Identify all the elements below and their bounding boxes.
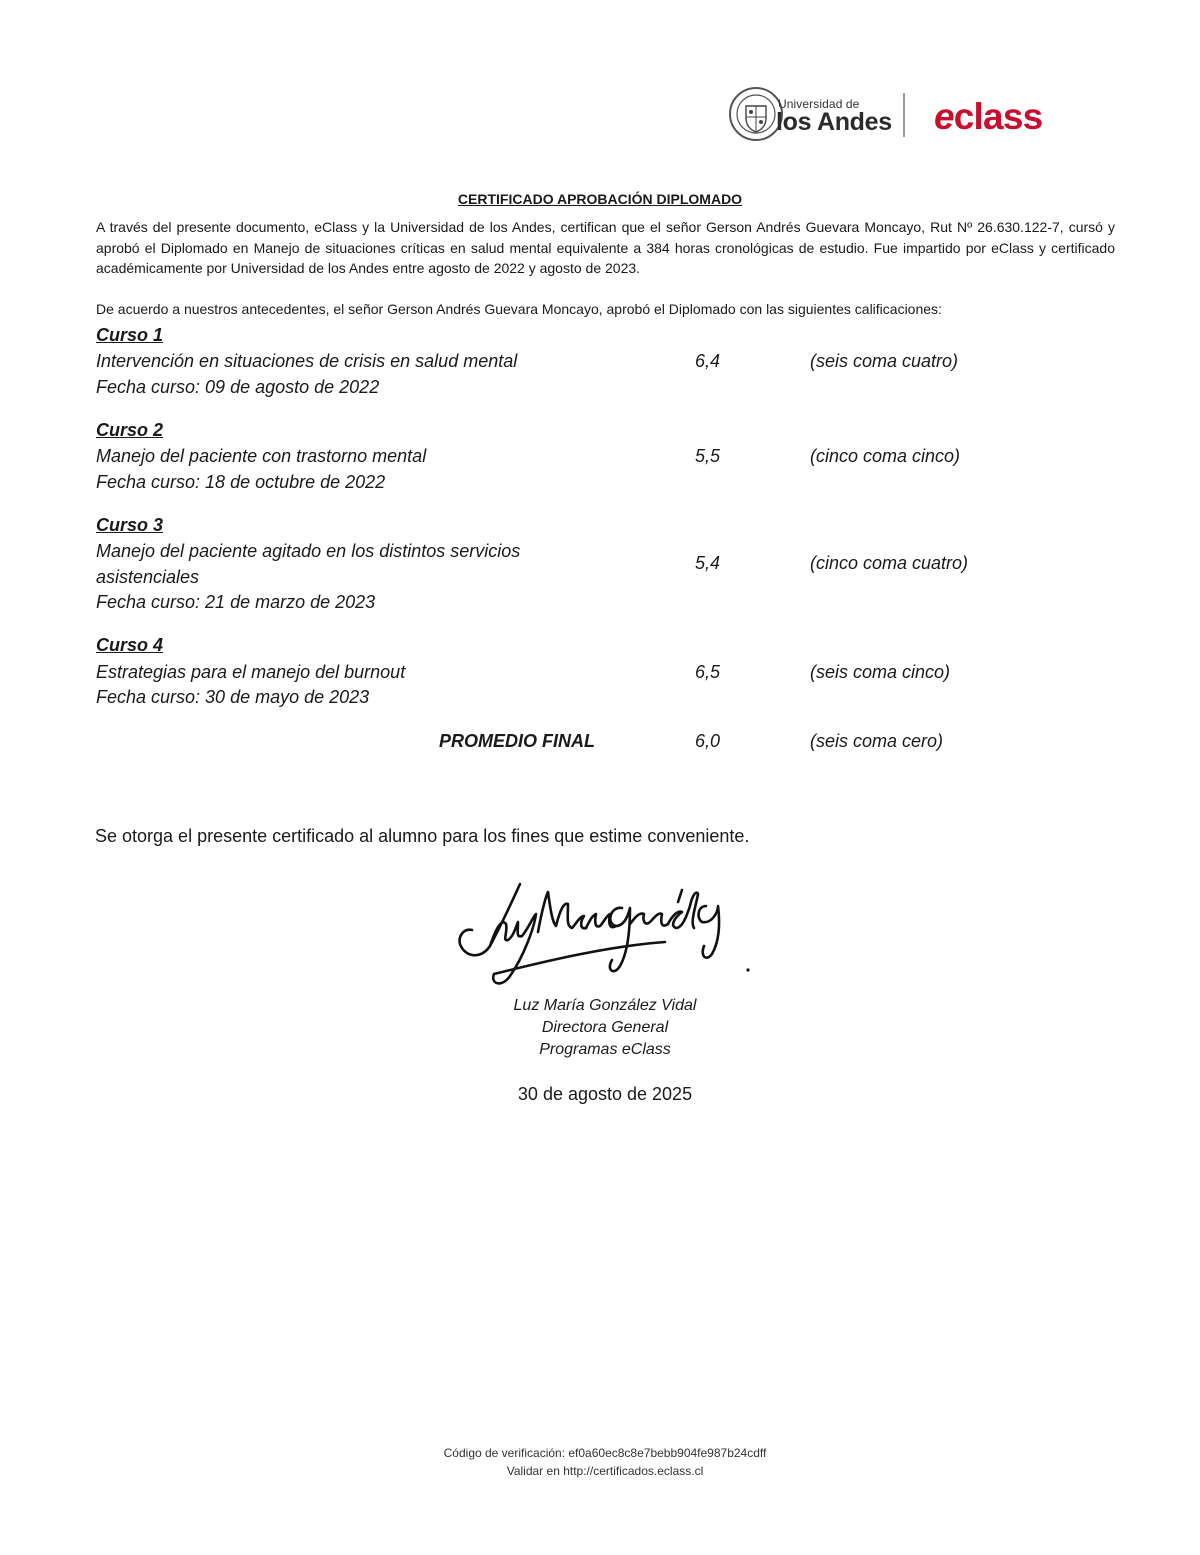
closing-statement: Se otorga el presente certificado al alumno para los fines que estime conveniente.	[95, 826, 750, 846]
eclass-logo-e: e	[934, 96, 954, 137]
course-grade-words: (cinco coma cuatro)	[810, 553, 969, 573]
course-grade: 5,4	[695, 553, 721, 573]
signer-name: Luz María González Vidal	[513, 997, 697, 1014]
eclass-logo-rest: class	[953, 96, 1043, 137]
final-average-label: PROMEDIO FINAL	[439, 731, 595, 751]
course-date: Fecha curso: 18 de octubre de 2022	[96, 472, 386, 492]
course-grade-words: (cinco coma cinco)	[810, 446, 961, 466]
final-average-grade: 6,0	[695, 731, 721, 751]
course-name: Manejo del paciente con trastorno mental	[96, 446, 427, 466]
document-title: CERTIFICADO APROBACIÓN DIPLOMADO	[457, 191, 743, 207]
signer-organization: Programas eClass	[539, 1041, 671, 1058]
course-name: Estrategias para el manejo del burnout	[96, 662, 406, 682]
intro-paragraph: A través del presente documento, eClass y la Universidad de los Andes, certifican que el señor Gerson Andrés Guevara Moncayo, Rut Nº 26.630.122-7, cursó y aprobó el Diplomado en Manejo de situaciones críticas en salud mental equivalente a 384 horas cronológicas de estudio. Fue impartido por eClass y certificado académicamente por Universidad de los Andes entre agosto de 2022 y agosto de 2023.	[96, 219, 1115, 276]
signer-role: Directora General	[541, 1019, 669, 1036]
verification-code: Código de verificación: ef0a60ec8c8e7bebb904fe987b24cdff	[443, 1446, 767, 1460]
course-name-line2: asistenciales	[96, 567, 200, 587]
course-heading: Curso 1	[96, 325, 164, 345]
course-grade: 5,5	[695, 446, 721, 466]
handwritten-signature	[450, 866, 760, 996]
course-date: Fecha curso: 30 de mayo de 2023	[96, 687, 370, 707]
logo-divider	[903, 93, 905, 137]
university-logo-text: los Andes	[776, 108, 892, 136]
course-grade-words: (seis coma cinco)	[810, 662, 951, 682]
final-average-words: (seis coma cero)	[810, 731, 944, 751]
course-name: Intervención en situaciones de crisis en salud mental	[96, 351, 518, 371]
eclass-logo	[934, 96, 1042, 138]
course-heading: Curso 4	[96, 635, 164, 655]
course-heading: Curso 2	[96, 420, 164, 440]
course-grade-words: (seis coma cuatro)	[810, 351, 959, 371]
issue-date: 30 de agosto de 2025	[517, 1084, 693, 1104]
course-grade: 6,4	[695, 351, 721, 371]
course-date: Fecha curso: 09 de agosto de 2022	[96, 377, 380, 397]
university-logo-small-text: Universidad de	[778, 97, 860, 111]
validation-link[interactable]: Validar en http://certificados.eclass.cl	[506, 1464, 704, 1478]
grades-intro: De acuerdo a nuestros antecedentes, el señor Gerson Andrés Guevara Moncayo, aprobó el Diplomado con las siguientes calificaciones:	[96, 301, 942, 317]
course-date: Fecha curso: 21 de marzo de 2023	[96, 592, 376, 612]
course-name-line1: Manejo del paciente agitado en los distintos servicios	[96, 541, 521, 561]
course-grade: 6,5	[695, 662, 721, 682]
course-heading: Curso 3	[96, 515, 164, 535]
